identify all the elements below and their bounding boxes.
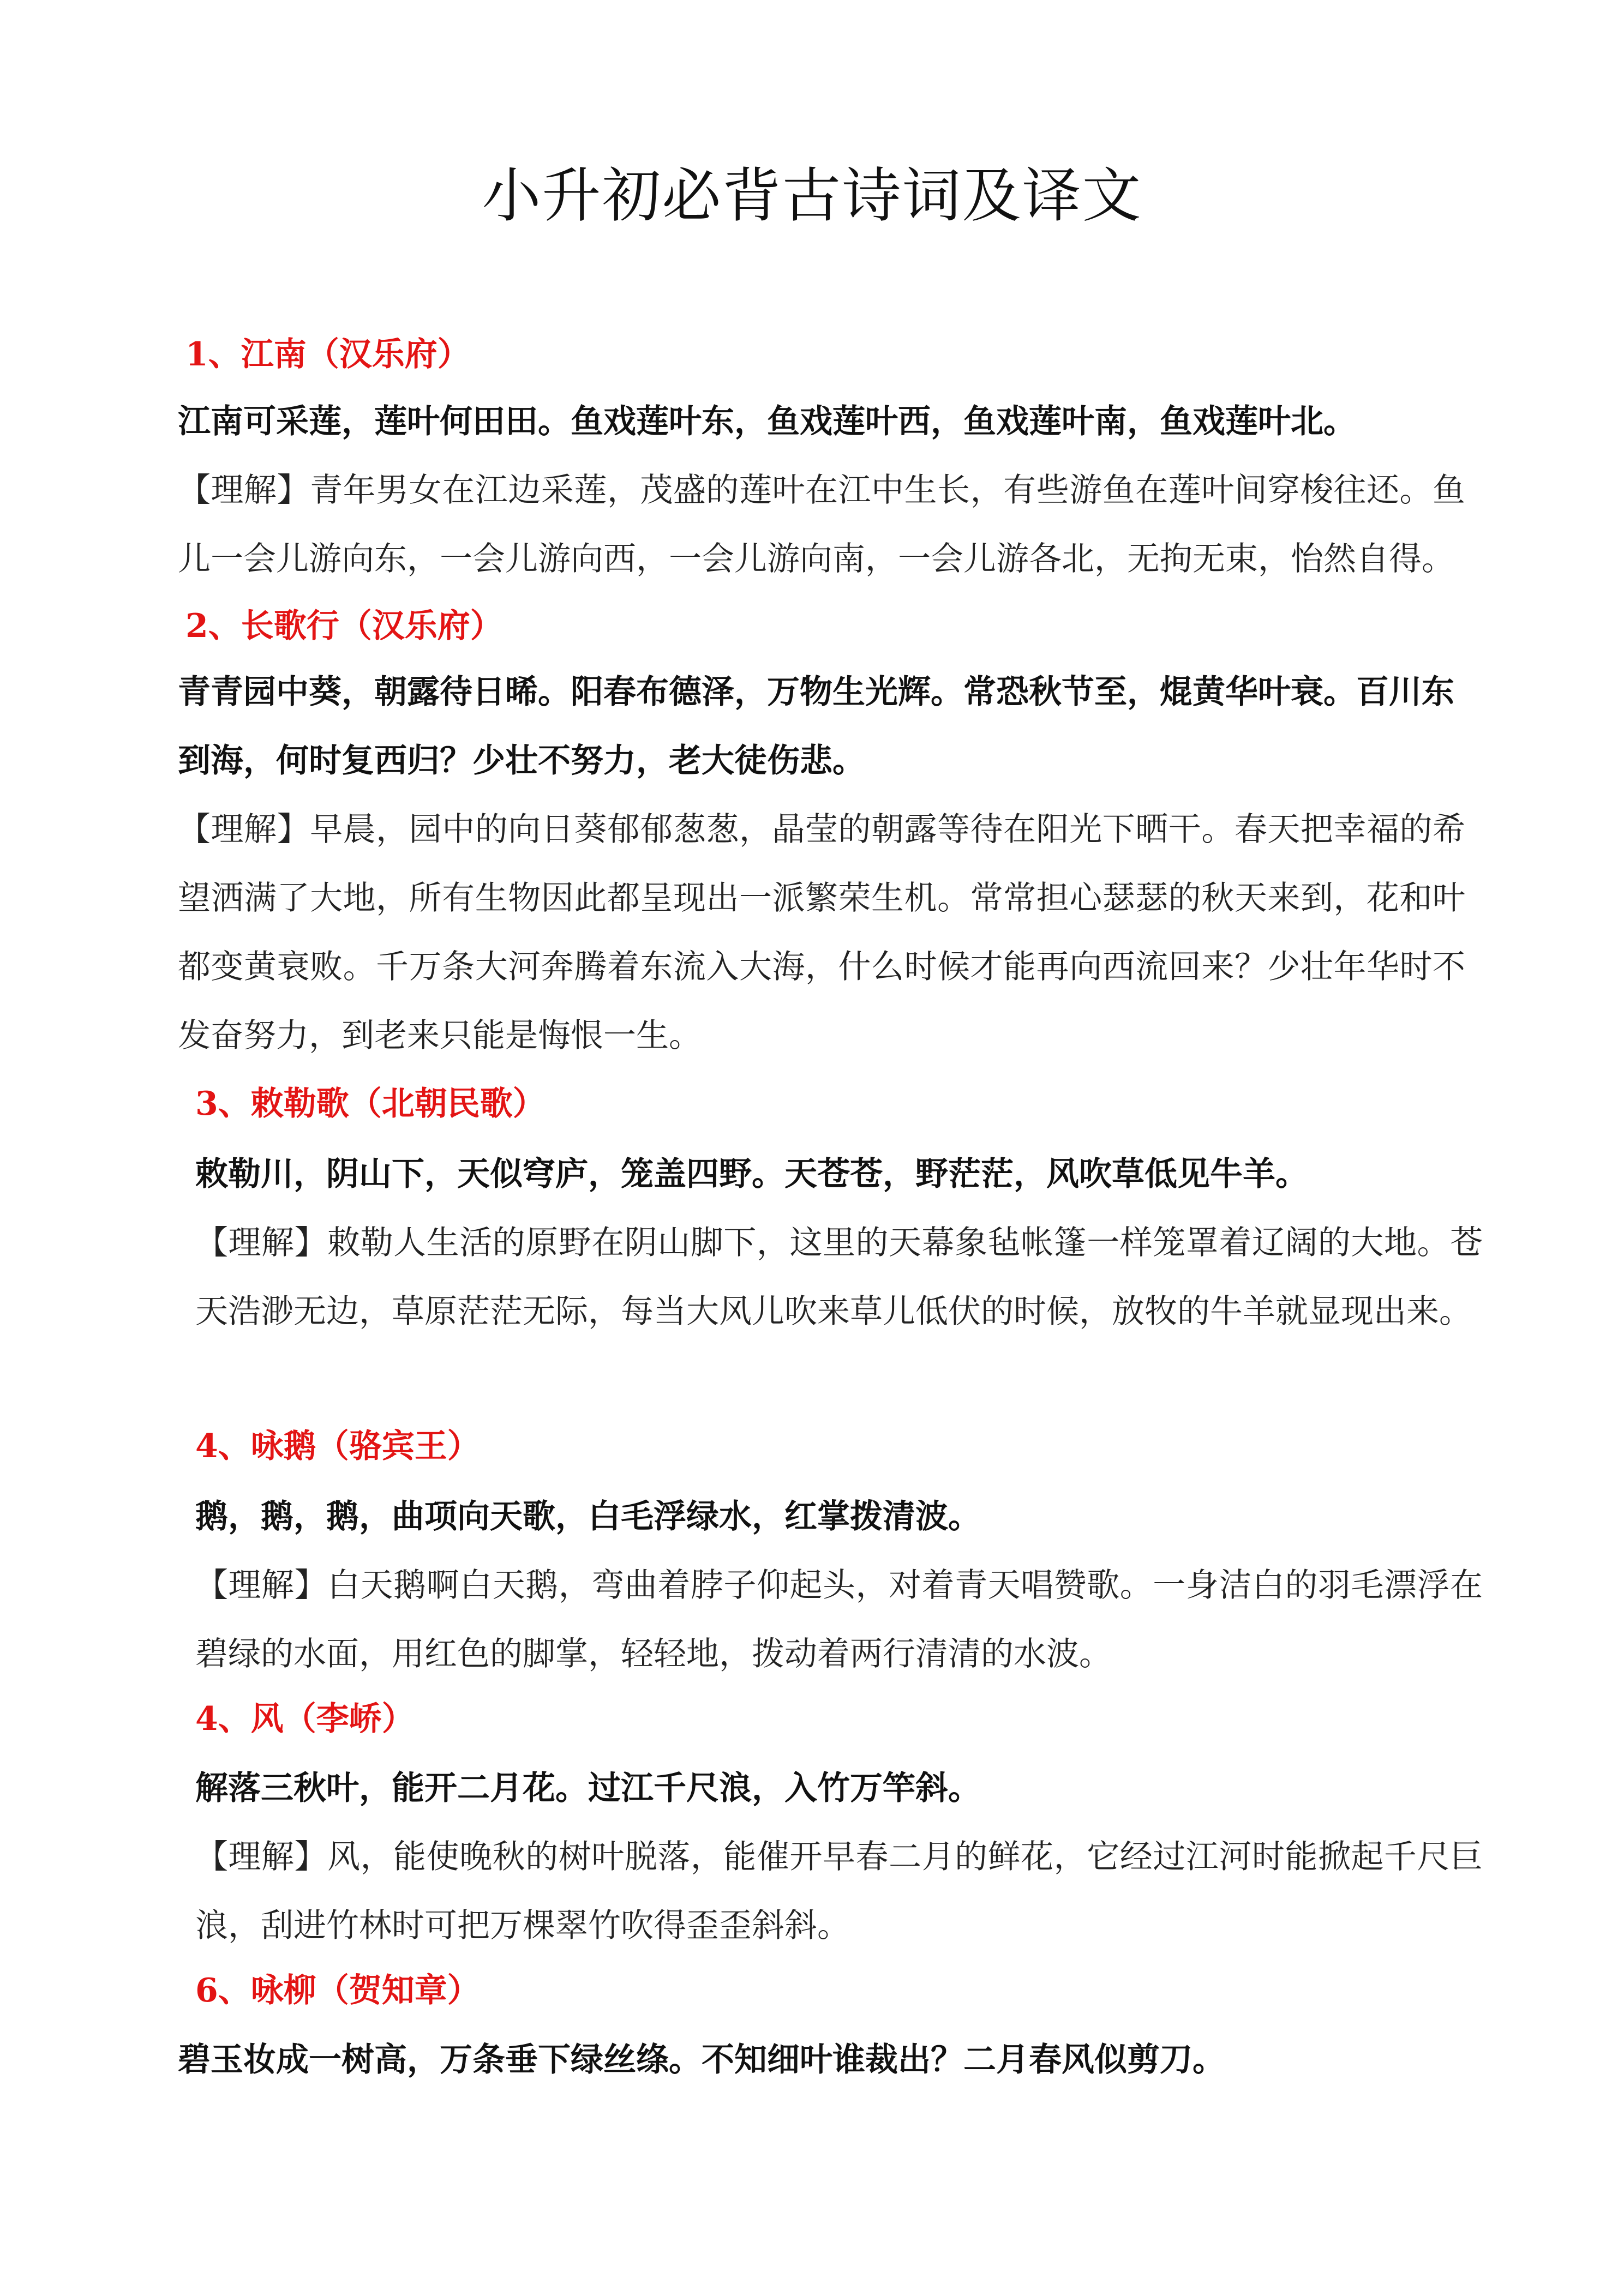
poem-text: 敕勒川，阴山下，天似穹庐，笼盖四野。天苍苍，野茫茫，风吹草低见牛羊。: [195, 1155, 1308, 1193]
poem-heading: 4、风（李峤）: [195, 1700, 415, 1738]
poem-text: 青青园中葵，朝露待日晞。阳春布德泽，万物生光辉。常恐秋节至，焜黄华叶衰。百川东到海，何时复西归？少壮不努力，老大徒伤悲。: [178, 673, 1454, 780]
poem-heading: 6、咏柳（贺知章）: [195, 1972, 480, 2010]
poem-translation: 【理解】敕勒人生活的原野在阴山脚下，这里的天幕象毡帐篷一样笼罩着辽阔的大地。苍天浩渺无边，草原茫茫无际，每当大风儿吹来草儿低伏的时候，放牧的牛羊就显现出来。: [195, 1224, 1483, 1331]
poem-text: 解落三秋叶，能开二月花。过江千尺浪，入竹万竿斜。: [195, 1769, 981, 1807]
poem-heading: 4、咏鹅（骆宾王）: [195, 1427, 480, 1465]
poem-translation: 【理解】风，能使晚秋的树叶脱落，能催开早春二月的鲜花，它经过江河时能掀起千尺巨浪，刮进竹林时可把万棵翠竹吹得歪歪斜斜。: [195, 1838, 1483, 1945]
poem-translation: 【理解】早晨，园中的向日葵郁郁葱葱，晶莹的朝露等待在阳光下晒干。春天把幸福的希望洒满了大地，所有生物因此都呈现出一派繁荣生机。常常担心瑟瑟的秋天来到，花和叶都变黄衰败。千万条大河奔腾着东流入大海，什么时候才能再向西流回来？少壮年华时不发奋努力，到老来只能是悔恨一生。: [178, 810, 1465, 1055]
poem-translation: 【理解】白天鹅啊白天鹅，弯曲着脖子仰起头，对着青天唱赞歌。一身洁白的羽毛漂浮在碧绿的水面，用红色的脚掌，轻轻地，拨动着两行清清的水波。: [195, 1566, 1483, 1673]
poem-text: 碧玉妆成一树高，万条垂下绿丝绦。不知细叶谁裁出？二月春风似剪刀。: [178, 2041, 1225, 2079]
poem-heading: 2、长歌行（汉乐府）: [185, 607, 503, 645]
page-title: 小升初必背古诗词及译文: [482, 162, 1142, 230]
poem-translation: 【理解】青年男女在江边采莲，茂盛的莲叶在江中生长，有些游鱼在莲叶间穿梭往还。鱼儿一会儿游向东，一会儿游向西，一会儿游向南，一会儿游各北，无拘无束，怡然自得。: [178, 471, 1465, 578]
poem-text: 鹅，鹅，鹅，曲项向天歌，白毛浮绿水，红掌拨清波。: [195, 1498, 981, 1536]
poem-heading: 1、江南（汉乐府）: [185, 335, 470, 374]
poem-heading: 3、敕勒歌（北朝民歌）: [195, 1085, 546, 1123]
poem-text: 江南可采莲，莲叶何田田。鱼戏莲叶东，鱼戏莲叶西，鱼戏莲叶南，鱼戏莲叶北。: [178, 402, 1356, 441]
